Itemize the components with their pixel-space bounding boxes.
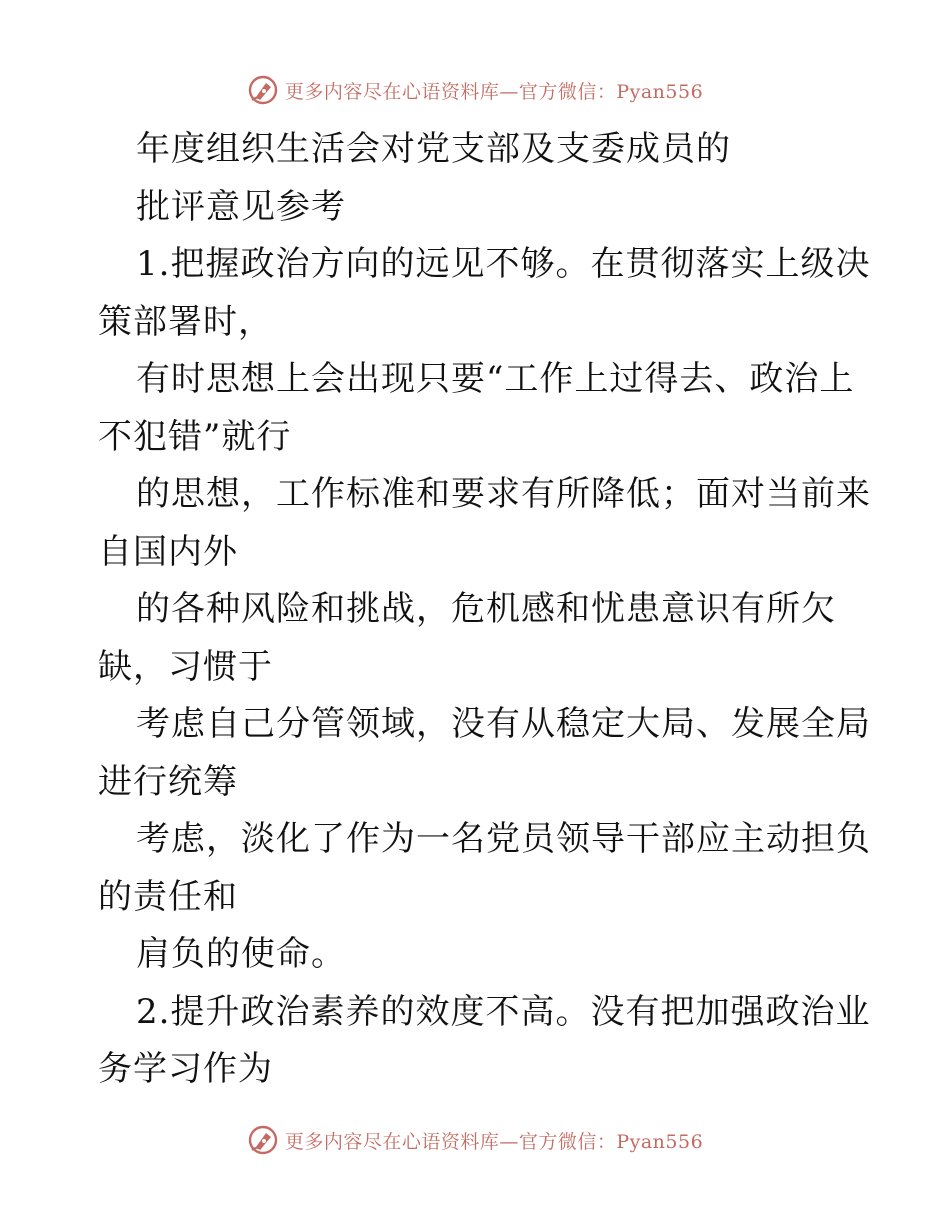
pen-nib-logo-icon <box>247 1124 279 1156</box>
paragraph-line: 有时思想上会出现只要“工作上过得去、政治上 <box>136 359 855 399</box>
paragraph-line: 的责任和 <box>98 876 238 917</box>
header-banner <box>0 70 950 110</box>
paragraph-line: 肩负的使命。 <box>136 934 346 974</box>
footer-banner-text: 更多内容尽在心语资料库—官方微信：Pyan556 <box>284 1130 704 1153</box>
paragraph-line: 务学习作为 <box>98 1049 273 1089</box>
paragraph-line: 不犯错”就行 <box>98 416 292 457</box>
paragraph-line: 的思想，工作标准和要求有所降低；面对当前来 <box>136 474 871 514</box>
paragraph-line: 的各种风险和挑战，危机感和忧患意识有所欠 <box>136 589 836 629</box>
document-body <box>98 121 871 1099</box>
pen-nib-logo-icon <box>247 74 279 106</box>
paragraph-line: 缺，习惯于 <box>98 646 273 687</box>
header-banner-text: 更多内容尽在心语资料库—官方微信：Pyan556 <box>284 80 704 103</box>
paragraph-line: 策部署时， <box>98 301 273 342</box>
paragraph-line: 进行统筹 <box>98 761 238 802</box>
paragraph-line: 考虑自己分管领域，没有从稳定大局、发展全局 <box>136 704 871 744</box>
paragraph-line: 自国内外 <box>98 531 238 572</box>
footer-banner <box>0 1120 950 1160</box>
doc-title-line-2: 批评意见参考 <box>136 186 346 227</box>
paragraph-line: 2.提升政治素养的效度不高。没有把加强政治业 <box>136 991 871 1032</box>
paragraph-line: 考虑，淡化了作为一名党员领导干部应主动担负 <box>136 819 871 859</box>
paragraph-line: 1.把握政治方向的远见不够。在贯彻落实上级决 <box>136 244 871 284</box>
doc-title-line-1: 年度组织生活会对党支部及支委成员的 <box>136 129 731 169</box>
